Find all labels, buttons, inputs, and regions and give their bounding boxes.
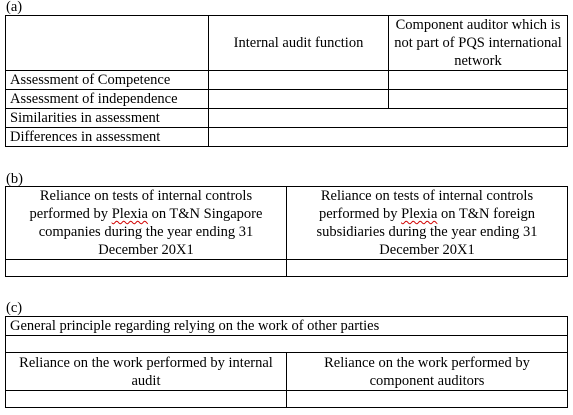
section-b-answer-row — [6, 260, 568, 277]
header-reliance-internal-audit[interactable]: Reliance on the work performed by internal audit — [6, 353, 287, 391]
cell-reliance-component-auditors[interactable] — [287, 391, 568, 408]
row-differences — [6, 128, 568, 147]
header-reliance-foreign[interactable] — [287, 187, 568, 260]
cell-similarities[interactable] — [209, 109, 568, 128]
header-reliance-foreign-text-1: Reliance on tests of internal controls performed by — [319, 188, 534, 222]
row-assessment-independence — [6, 90, 568, 109]
row-label-assessment-competence[interactable]: Assessment of Competence — [6, 71, 209, 90]
cell-competence-component-auditor[interactable] — [389, 71, 568, 90]
header-reliance-component-auditors[interactable]: Reliance on the work performed by component auditors — [287, 353, 568, 391]
header-reliance-singapore-text-1: Reliance on tests of internal controls performed by — [29, 188, 253, 222]
header-general-principle[interactable]: General principle regarding relying on the work of other parties — [6, 317, 568, 336]
section-c-label: (c) — [6, 300, 23, 316]
section-a-label: (a) — [6, 0, 23, 15]
row-label-similarities[interactable]: Similarities in assessment — [6, 109, 209, 128]
row-label-differences[interactable]: Differences in assessment — [6, 128, 209, 147]
header-reliance-singapore-text-2: on T&N Singapore companies during the year ending 31 December 20X1 — [38, 206, 263, 258]
row-similarities — [6, 109, 568, 128]
section-c-table — [5, 316, 568, 408]
row-general-principle — [6, 317, 568, 336]
cell-differences[interactable] — [209, 128, 568, 147]
section-c-answer-row — [6, 391, 568, 408]
header-internal-audit-function[interactable]: Internal audit function — [209, 16, 389, 71]
spellcheck-flagged-word: Plexia — [111, 206, 148, 222]
section-b-header-row — [6, 187, 568, 260]
section-b-label: (b) — [6, 171, 23, 187]
row-label-assessment-independence[interactable]: Assessment of independence — [6, 90, 209, 109]
cell-reliance-singapore[interactable] — [6, 260, 287, 277]
row-assessment-competence — [6, 71, 568, 90]
header-reliance-foreign-text-2: on T&N foreign subsidiaries during the year ending 31 December 20X1 — [316, 206, 538, 258]
row-general-principle-answer — [6, 336, 568, 353]
cell-reliance-internal-audit[interactable] — [6, 391, 287, 408]
spellcheck-flagged-word: Plexia — [401, 206, 438, 222]
header-reliance-singapore[interactable] — [6, 187, 287, 260]
section-a-header-blank[interactable] — [6, 16, 209, 71]
section-c-header-row — [6, 353, 568, 391]
section-a-header-row — [6, 16, 568, 71]
section-b-table — [5, 186, 568, 277]
cell-general-principle[interactable] — [6, 336, 568, 353]
cell-competence-internal-audit[interactable] — [209, 71, 389, 90]
cell-independence-component-auditor[interactable] — [389, 90, 568, 109]
section-a-table — [5, 15, 568, 147]
cell-independence-internal-audit[interactable] — [209, 90, 389, 109]
header-component-auditor[interactable]: Component auditor which is not part of PQS international network — [389, 16, 568, 71]
cell-reliance-foreign[interactable] — [287, 260, 568, 277]
